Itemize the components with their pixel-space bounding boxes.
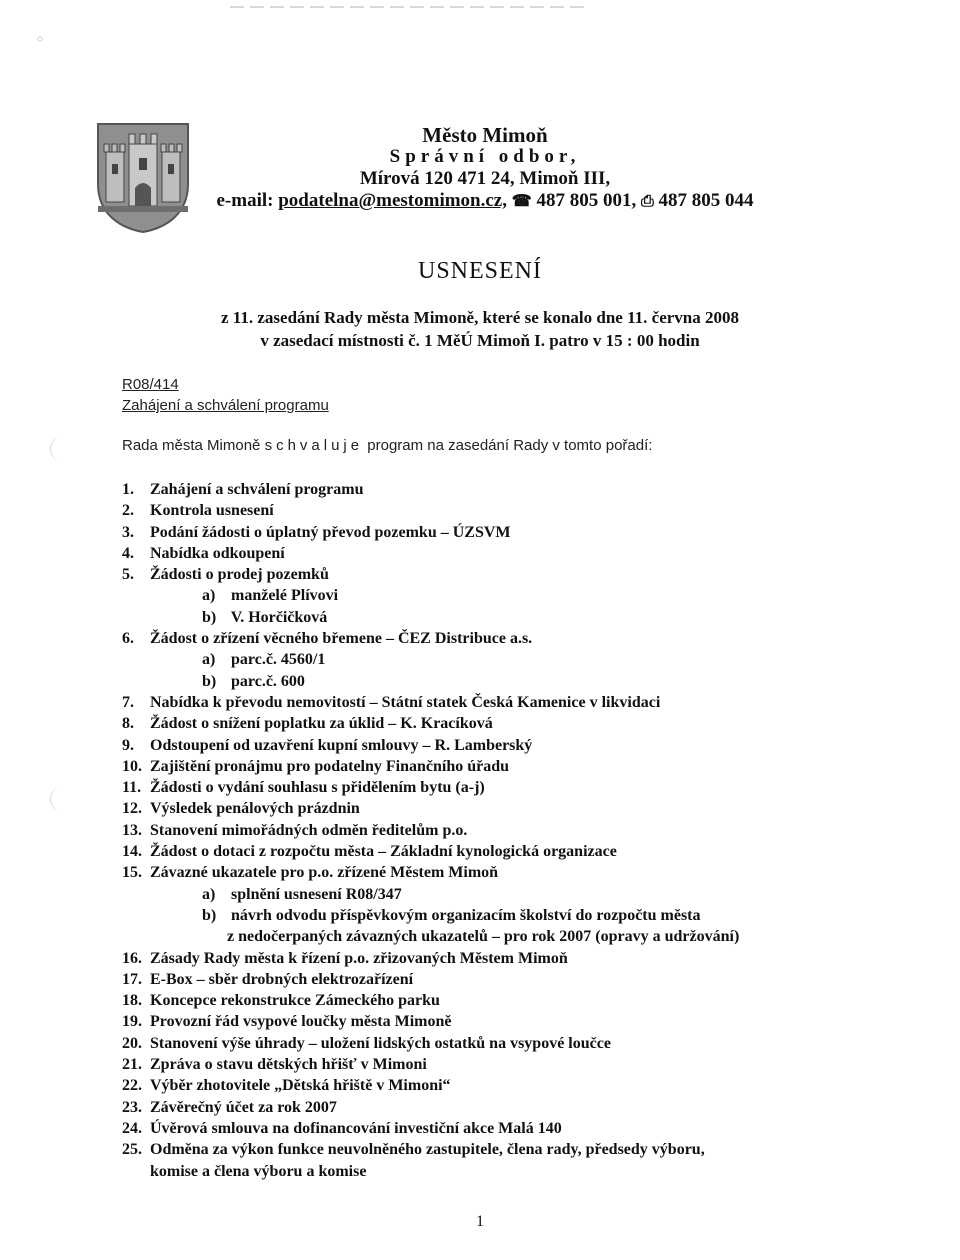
- agenda-item: [122, 1097, 739, 1118]
- agenda-subitem-letter: a): [202, 587, 216, 605]
- agenda-subitem-text: splnění usnesení R08/347: [231, 885, 402, 903]
- contact-line: [190, 190, 780, 213]
- agenda-item-text: Žádost o dotaci z rozpočtu města – Základní kynologická organizace: [150, 843, 617, 861]
- resolution-reference: [122, 374, 329, 416]
- agenda-item-number: 3.: [122, 523, 134, 541]
- resolution-number: R08/414: [122, 376, 179, 393]
- agenda-item-number: 5.: [122, 566, 134, 584]
- agenda-subitem-text: V. Horčičková: [230, 608, 328, 626]
- agenda-item-number: 18.: [122, 992, 142, 1010]
- agenda-subitem: [122, 905, 739, 926]
- agenda-item-text: Úvěrová smlouva na dofinancování investiční akce Malá 140: [150, 1119, 562, 1137]
- punch-hole-mark: [50, 786, 77, 812]
- agenda-item: [122, 1054, 739, 1075]
- agenda-item: [122, 713, 739, 734]
- agenda-item-text: Odstoupení od uzavření kupní smlouvy – R. Lamberský: [150, 736, 533, 754]
- agenda-item-text: Výsledek penálových prázdnin: [150, 800, 360, 818]
- agenda-item-continuation: komise a člena výboru a komise: [150, 1162, 367, 1180]
- agenda-item: [122, 841, 739, 862]
- department-name: Správní odbor,: [389, 146, 581, 167]
- agenda-item-text: Stanovení mimořádných odměn ředitelům p.o.: [150, 821, 468, 839]
- agenda-item: [122, 777, 739, 798]
- agenda-subitem-text: návrh odvodu příspěvkovým organizacím školství do rozpočtu města: [231, 906, 701, 924]
- agenda-subitem: [122, 649, 739, 670]
- document-title: USNESENÍ: [417, 258, 542, 284]
- agenda-subitem-letter: b): [202, 672, 217, 690]
- resolution-heading: Zahájení a schválení programu: [122, 397, 329, 414]
- agenda-item-text: Koncepce rekonstrukce Zámeckého parku: [150, 992, 440, 1010]
- agenda-item: [122, 948, 739, 969]
- agenda-item-text: Zahájení a schválení programu: [150, 481, 364, 498]
- agenda-subitem: [122, 671, 739, 692]
- agenda-subitem-letter: a): [202, 651, 216, 669]
- agenda-item-number: 17.: [122, 970, 142, 988]
- intro-text: program na zasedání Rady v tomto pořadí:: [363, 437, 653, 454]
- agenda-subitem-letter: a): [202, 885, 216, 903]
- agenda-item-text: Závěrečný účet za rok 2007: [150, 1098, 337, 1116]
- agenda-item-number: 2.: [122, 502, 134, 520]
- agenda-item-text: Kontrola usnesení: [150, 502, 274, 520]
- agenda-item-text: Zásady Rady města k řízení p.o. zřizovaných Městem Mimoň: [150, 949, 568, 967]
- agenda-item-number: 20.: [122, 1034, 142, 1052]
- agenda-item-number: 14.: [122, 843, 142, 861]
- resolution-intro: [122, 437, 652, 454]
- agenda-item: [122, 1075, 739, 1096]
- email-label: e-mail:: [216, 190, 274, 211]
- agenda-item: [122, 1139, 739, 1182]
- agenda-item-text: Zpráva o stavu dětských hřišť v Mimoni: [150, 1056, 427, 1074]
- agenda-item-number: 1.: [122, 481, 134, 498]
- intro-verb: schvaluje: [264, 437, 364, 454]
- agenda-item: [122, 479, 739, 500]
- agenda-item-text: Nabídka odkoupení: [150, 544, 285, 562]
- fax-icon: ⎙: [640, 193, 654, 210]
- punch-hole-mark: [50, 436, 77, 462]
- agenda-item: [122, 820, 739, 841]
- agenda-item-text: Odměna za výkon funkce neuvolněného zastupitele, člena rady, předsedy výboru,: [150, 1141, 705, 1159]
- agenda-item: [122, 564, 739, 628]
- agenda-item-text: Žádost o zřízení věcného břemene – ČEZ Distribuce a.s.: [150, 630, 533, 648]
- agenda-subitem: [122, 607, 739, 628]
- agenda-subitem-text: manželé Plívovi: [231, 587, 339, 605]
- agenda-item: [122, 756, 739, 777]
- document-subtitle: [150, 306, 810, 352]
- fax-number: 487 805 044: [658, 190, 754, 211]
- agenda-item-text: Nabídka k převodu nemovitostí – Státní statek Česká Kamenice v likvidaci: [150, 693, 661, 711]
- scan-artifact-mark: ⸰: [36, 33, 45, 48]
- agenda-item-number: 12.: [122, 800, 142, 818]
- agenda-item-number: 16.: [122, 949, 142, 967]
- agenda-item: [122, 735, 739, 756]
- coat-of-arms-icon: [96, 122, 190, 234]
- agenda-subitem: [122, 884, 739, 905]
- address-line: Mírová 120 471 24, Mimoň III,: [359, 168, 611, 189]
- agenda-item-number: 19.: [122, 1013, 142, 1031]
- agenda-item-text: Žádosti o prodej pozemků: [150, 566, 329, 584]
- agenda-item: [122, 1118, 739, 1139]
- agenda-item-number: 25.: [122, 1141, 142, 1159]
- agenda-item-number: 24.: [122, 1119, 142, 1137]
- subtitle-line: z 11. zasedání Rady města Mimoně, které se konalo dne 11. června 2008: [221, 308, 739, 327]
- agenda-item: [122, 543, 739, 564]
- subtitle-line: v zasedací místnosti č. 1 MěÚ Mimoň I. patro v 15 : 00 hodin: [260, 331, 700, 350]
- agenda-subitem-text: parc.č. 600: [231, 672, 305, 690]
- agenda-item-number: 6.: [122, 630, 134, 648]
- agenda-item-number: 11.: [122, 779, 142, 797]
- agenda-subitem-letter: b): [202, 906, 217, 924]
- email-link[interactable]: podatelna@mestomimon.cz,: [278, 190, 507, 211]
- agenda-item-number: 8.: [122, 715, 134, 733]
- agenda-item-text: Závazné ukazatele pro p.o. zřízené Městem Mimoň: [150, 864, 499, 882]
- agenda-item-number: 10.: [122, 757, 142, 775]
- page-number: 1: [476, 1213, 484, 1230]
- phone-icon: ☎: [511, 193, 532, 210]
- agenda-item: [122, 862, 739, 947]
- agenda-item: [122, 628, 739, 692]
- agenda-item-text: Podání žádosti o úplatný převod pozemku – ÚZSVM: [150, 523, 511, 541]
- agenda-item-text: Žádost o snížení poplatku za úklid – K. Kracíková: [150, 715, 493, 733]
- agenda-item-text: Provozní řád vsypové loučky města Mimoně: [150, 1013, 452, 1031]
- agenda-item-text: Zajištění pronájmu pro podatelny Finančního úřadu: [150, 757, 510, 775]
- agenda-item: [122, 798, 739, 819]
- agenda-item: [122, 692, 739, 713]
- agenda-item-number: 7.: [122, 693, 134, 711]
- agenda-item: [122, 500, 739, 521]
- agenda-item: [122, 1011, 739, 1032]
- letterhead: [190, 124, 780, 213]
- agenda-item-text: Žádosti o vydání souhlasu s přidělením bytu (a-j): [150, 779, 485, 797]
- agenda-item: [122, 1033, 739, 1054]
- intro-text: Rada města Mimoně: [122, 437, 265, 454]
- agenda-item-number: 23.: [122, 1098, 142, 1116]
- town-name: Město Mimoň: [422, 123, 548, 147]
- agenda-item-number: 9.: [122, 736, 134, 754]
- agenda-item-text: E-Box – sběr drobných elektrozařízení: [150, 970, 414, 988]
- agenda-item-number: 13.: [122, 821, 142, 839]
- agenda-subitem: [122, 585, 739, 606]
- agenda-item-number: 22.: [122, 1077, 142, 1095]
- agenda-subitem-letter: b): [202, 608, 217, 626]
- scan-artifact-line: [230, 6, 590, 8]
- agenda-item: [122, 969, 739, 990]
- phone-number: 487 805 001,: [536, 190, 637, 211]
- agenda-item-number: 21.: [122, 1056, 142, 1074]
- agenda-list: [122, 479, 739, 1182]
- agenda-item: [122, 990, 739, 1011]
- agenda-item: [122, 522, 739, 543]
- agenda-item-text: Stanovení výše úhrady – uložení lidských ostatků na vsypové loučce: [150, 1034, 611, 1052]
- agenda-subitem-text: parc.č. 4560/1: [231, 651, 326, 669]
- agenda-item-text: Výběr zhotovitele „Dětská hřiště v Mimoni“: [150, 1077, 451, 1095]
- agenda-item-number: 4.: [122, 544, 134, 562]
- agenda-item-number: 15.: [122, 864, 142, 882]
- agenda-subitem-continuation: z nedočerpaných závazných ukazatelů – pro rok 2007 (opravy a udržování): [227, 928, 740, 946]
